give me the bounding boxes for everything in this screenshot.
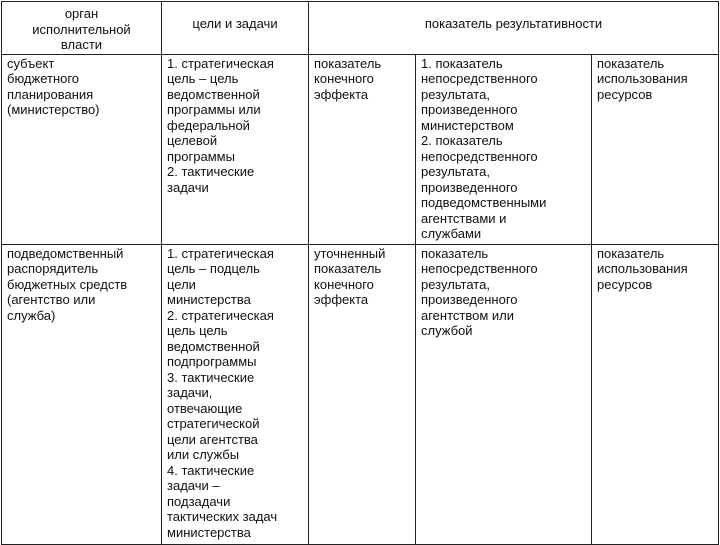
performance-indicators-table xyxy=(1,1,719,545)
header-executive-body: орган исполнительной власти xyxy=(2,2,162,55)
cell-subject: подведомственный распорядитель бюджетных средств (агентство или служба) xyxy=(2,244,162,544)
cell-subject: субъект бюджетного планирования (министерство) xyxy=(2,54,162,244)
table-row-ministry xyxy=(2,54,719,244)
cell-final-effect: показатель конечного эффекта xyxy=(309,54,416,244)
cell-resource-use: показатель использования ресурсов xyxy=(592,244,719,544)
header-row xyxy=(2,2,719,55)
cell-final-effect: уточненный показатель конечного эффекта xyxy=(309,244,416,544)
table-row-agency xyxy=(2,244,719,544)
header-goals-tasks: цели и задачи xyxy=(162,2,309,55)
cell-direct-result: показатель непосредственного результата, произведенного агентством или службой xyxy=(416,244,592,544)
cell-goals: 1. стратегическая цель – подцель цели министерства 2. стратегическая цель цель ведомственной подпрограммы 3. тактические задачи, отвечающие стратегической цели агентства или службы 4. тактические задачи – подзадачи тактических задач министерства xyxy=(162,244,309,544)
cell-direct-result: 1. показатель непосредственного результата, произведенного министерством 2. показатель непосредственного результата, произведенного подведомственными агентствами и службами xyxy=(416,54,592,244)
header-performance-indicator: показатель результативности xyxy=(309,2,719,55)
cell-goals: 1. стратегическая цель – цель ведомственной программы или федеральной целевой программы 2. тактические задачи xyxy=(162,54,309,244)
cell-resource-use: показатель использования ресурсов xyxy=(592,54,719,244)
